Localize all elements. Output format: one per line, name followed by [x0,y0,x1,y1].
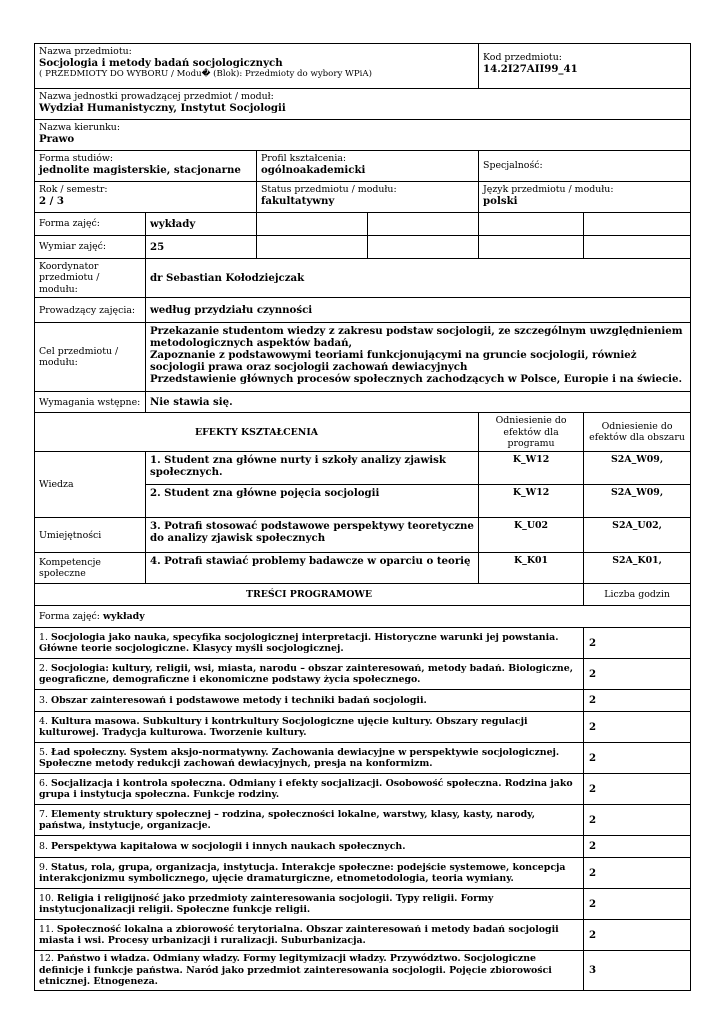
status-label: Status przedmiotu / modułu: [261,184,397,195]
class-form-label: Forma zajęć: [35,213,146,236]
class-form-value: wykłady [146,213,257,236]
field-row [35,120,691,151]
outcome-program-ref: K_W12 [479,452,584,485]
topic-text-cell [35,628,584,659]
teacher-row [35,298,691,323]
status-value: fakultatywny [261,195,335,208]
subject-code: 14.2I27AII99_41 [483,63,578,76]
outcome-row [35,518,691,553]
topic-number: 2. [39,663,48,675]
topic-text: Socjologia jako nauka, specyfika socjologicznej interpretacji. Historyczne warunki jej powstania. Główne teorie socjologiczne. Klasycy myśli socjologicznej. [39,632,559,655]
unit-row [35,89,691,120]
form-of-studies-value: jednolite magisterskie, stacjonarne [39,164,241,177]
language-label: Język przedmiotu / modułu: [483,184,614,195]
topic-number: 6. [39,778,48,790]
topic-text-cell [35,805,584,836]
topic-text: Państwo i władza. Odmiany władzy. Formy legitymizacji władzy. Przywództwo. Socjologiczne definicje i funkcje państwa. Naród jako przedmiot zainteresowania socjologii. Pojęcie zbiorowości etnicznej. Etnogeneza. [39,953,552,988]
topic-text-cell [35,836,584,858]
topic-number: 12. [39,953,54,965]
coordinator-row [35,259,691,298]
topic-hours: 2 [584,836,691,858]
year-cell [35,182,257,213]
topic-number: 11. [39,924,54,936]
unit-cell [35,89,691,120]
topic-hours: 2 [584,805,691,836]
subject-cell [35,44,479,89]
topic-number: 4. [39,716,48,728]
topic-row [35,805,691,836]
content-form-value: wykłady [102,611,145,623]
topic-text: Socjalizacja i kontrola społeczna. Odmiany i efekty socjalizacji. Osobowość społeczna. Rodzina jako grupa i instytucja społeczna. Funkcje rodziny. [39,778,573,801]
topic-text-cell [35,951,584,990]
outcome-category-skills: Umiejętności [35,518,146,553]
topic-number: 3. [39,695,48,707]
topic-text-cell [35,889,584,920]
subject-code-label: Kod przedmiotu: [483,52,562,63]
subject-name: Socjologia i metody badań socjologicznych [39,57,283,70]
topic-row [35,951,691,990]
content-header-row [35,584,691,606]
topic-text-cell [35,712,584,743]
outcome-program-ref: K_W12 [479,485,584,518]
topic-text: Perspektywa kapitałowa w socjologii i innych naukach społecznych. [50,841,406,853]
topic-text: Status, rola, grupa, organizacja, instytucja. Interakcje społeczne: podejście systemowe, koncepcja interakcjonizmu symbolicznego, ujęcie dramaturgiczne, etnometodologia, teoria wymiany. [39,862,566,885]
form-of-studies-cell [35,151,257,182]
topic-text-cell [35,774,584,805]
topic-text: Elementy struktury społecznej – rodzina, społeczności lokalne, warstwy, klasy, kasty, narody, państwa, instytucje, organizacje. [39,809,535,832]
content-form-row [35,606,691,628]
goal-line-1: Przekazanie studentom wiedzy z zakresu podstaw socjologii, ze szczególnym uwzględnieniem metodologicznych aspektów badań, [150,325,683,350]
goal-line-3: Przedstawienie głównych procesów społecznych zachodzących w Polsce, Europie i na świecie. [150,373,683,386]
content-header: TREŚCI PROGRAMOWE [35,584,584,606]
topic-text-cell [35,920,584,951]
topic-row [35,836,691,858]
topic-number: 8. [39,841,48,853]
outcome-area-ref: S2A_K01, [584,553,691,584]
topic-text: Kultura masowa. Subkultury i kontrkultury Socjologiczne ujęcie kultury. Obszary regulacji kulturowej. Tradycja kulturowa. Tworzenie kultury. [39,716,528,739]
topic-row [35,774,691,805]
outcome-program-ref: K_U02 [479,518,584,553]
outcome-text: 4. Potrafi stawiać problemy badawcze w oparciu o teorię [146,553,479,584]
topic-text: Socjologia: kultury, religii, wsi, miasta, narodu – obszar zainteresowań, metody badań. Biologiczne, geograficzne, demograficzne i ekonomiczne podstawy życia społecznego. [39,663,573,686]
outcomes-program-header: Odniesienie do efektów dla programu [479,413,584,452]
content-hours-header: Liczba godzin [584,584,691,606]
unit-value: Wydział Humanistyczny, Instytut Socjologii [39,102,286,115]
topic-number: 10. [39,893,54,905]
topic-hours: 2 [584,628,691,659]
year-row [35,182,691,213]
unit-label: Nazwa jednostki prowadzącej przedmiot / moduł: [39,91,274,102]
teacher-label: Prowadzący zajęcia: [35,298,146,323]
content-form-cell [35,606,691,628]
topic-hours: 2 [584,889,691,920]
hours-value: 25 [146,236,257,259]
topic-number: 7. [39,809,48,821]
hours-label: Wymiar zajęć: [35,236,146,259]
outcomes-area-header: Odniesienie do efektów dla obszaru [584,413,691,452]
outcome-area-ref: S2A_W09, [584,485,691,518]
topic-row [35,920,691,951]
outcome-category-knowledge: Wiedza [35,452,146,518]
topic-hours: 2 [584,858,691,889]
outcome-area-ref: S2A_W09, [584,452,691,485]
outcome-row [35,452,691,485]
goal-line-2: Zapoznanie z podstawowymi teoriami funkcjonującymi na gruncie socjologii, również socjologii prawa oraz socjologii zachowań dewiacyjnych [150,349,637,374]
specialty-label: Specjalność: [483,160,543,172]
requirements-row [35,392,691,413]
topic-row [35,858,691,889]
topic-text-cell [35,659,584,690]
topic-row [35,690,691,712]
topic-row [35,628,691,659]
subject-code-cell [479,44,691,89]
topic-text: Społeczność lokalna a zbiorowość terytorialna. Obszar zainteresowań i metody badań socjologii miasta i wsi. Procesy urbanizacji i ruralizacji. Suburbanizacja. [39,924,559,947]
topic-hours: 2 [584,712,691,743]
goal-row [35,323,691,392]
outcome-text: 2. Student zna główne pojęcia socjologii [146,485,479,518]
profile-label: Profil kształcenia: [261,153,347,164]
teacher-value: według przydziału czynności [146,298,691,323]
content-form-label: Forma zajęć: [39,611,100,623]
requirements-label: Wymagania wstępne: [35,392,146,413]
topic-row [35,659,691,690]
form-row [35,151,691,182]
topic-hours: 2 [584,743,691,774]
hours-row [35,236,691,259]
topic-row [35,889,691,920]
coordinator-value: dr Sebastian Kołodziejczak [146,259,691,298]
topic-row [35,743,691,774]
topic-number: 5. [39,747,48,759]
field-cell [35,120,691,151]
topic-hours: 2 [584,920,691,951]
topic-text: Ład społeczny. System aksjo-normatywny. Zachowania dewiacyjne w perspektywie socjologicznej. Społeczne metody redukcji zachowań dewiacyjnych, presja na konformizm. [39,747,560,770]
outcomes-header-row [35,413,691,452]
topic-row [35,712,691,743]
language-cell [479,182,691,213]
syllabus-table [34,43,691,991]
language-value: polski [483,195,518,208]
subject-row [35,44,691,89]
topic-text-cell [35,690,584,712]
outcomes-header: EFEKTY KSZTAŁCENIA [35,413,479,452]
outcome-category-social: Kompetencje społeczne [35,553,146,584]
topic-number: 1. [39,632,48,644]
topic-text-cell [35,743,584,774]
topic-number: 9. [39,862,48,874]
topic-text-cell [35,858,584,889]
profile-cell [257,151,479,182]
outcome-program-ref: K_K01 [479,553,584,584]
topic-hours: 2 [584,774,691,805]
goal-cell [146,323,691,392]
class-form-row [35,213,691,236]
outcome-area-ref: S2A_U02, [584,518,691,553]
subject-name-label: Nazwa przedmiotu: [39,46,132,57]
field-value: Prawo [39,133,75,146]
goal-label: Cel przedmiotu / modułu: [35,323,146,392]
profile-value: ogólnoakademicki [261,164,366,177]
topic-hours: 2 [584,659,691,690]
topic-hours: 3 [584,951,691,990]
topic-text: Religia i religijność jako przedmioty zainteresowania socjologii. Typy religii. Formy instytucjonalizacji religii. Społeczne funkcje religii. [39,893,494,916]
status-cell [257,182,479,213]
outcome-text: 1. Student zna główne nurty i szkoły analizy zjawisk społecznych. [146,452,479,485]
form-of-studies-label: Forma studiów: [39,153,114,164]
outcome-row [35,553,691,584]
topic-text: Obszar zainteresowań i podstawowe metody i techniki badań socjologii. [50,695,427,707]
year-label: Rok / semestr: [39,184,108,195]
field-label: Nazwa kierunku: [39,122,120,133]
subject-group: ( PRZEDMIOTY DO WYBORU / Modu� (Blok): Przedmioty do wybory WPiA) [39,69,372,80]
specialty-cell [479,151,691,182]
coordinator-label: Koordynator przedmiotu / modułu: [35,259,146,298]
year-value: 2 / 3 [39,195,64,208]
requirements-value: Nie stawia się. [146,392,691,413]
topic-hours: 2 [584,690,691,712]
outcome-text: 3. Potrafi stosować podstawowe perspektywy teoretyczne do analizy zjawisk społecznych [146,518,479,553]
